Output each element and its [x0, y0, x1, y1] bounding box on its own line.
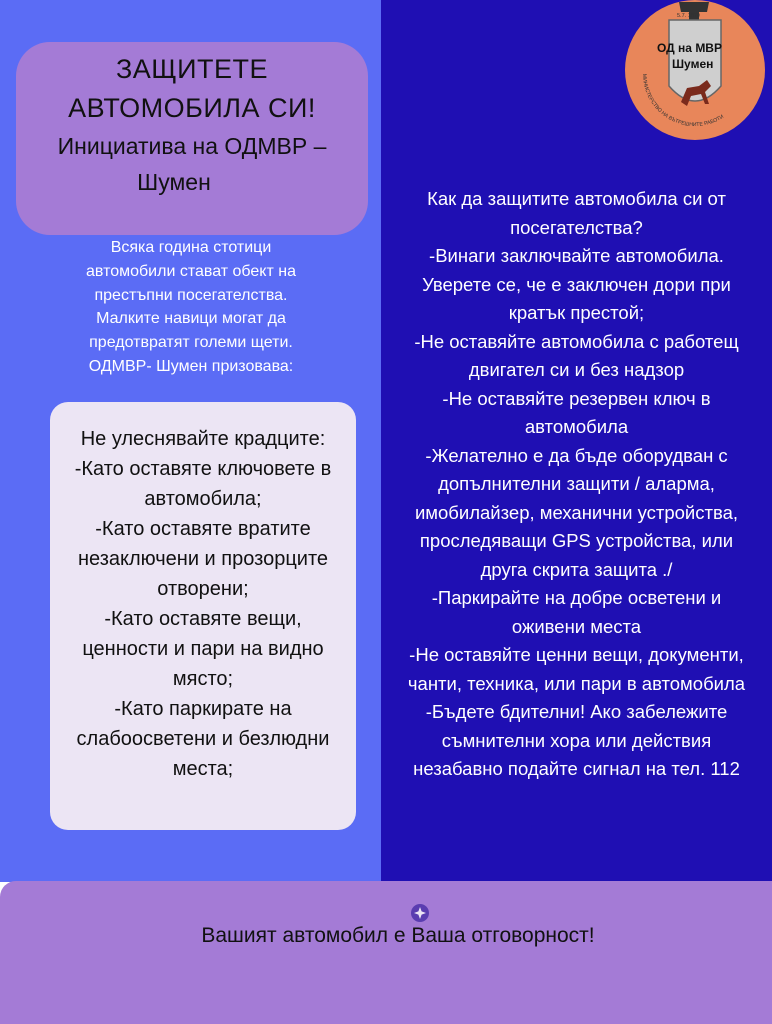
police-seal-logo: [617, 0, 772, 140]
intro-line: предотвратят големи щети.: [89, 334, 293, 352]
seal-text-line-1: ОД на МВР: [657, 41, 722, 55]
advice-line: -Желателно е да бъде оборудван с: [425, 444, 728, 466]
advice-line: автомобила: [524, 416, 629, 437]
title-box: [16, 42, 368, 235]
advice-line: -Паркирайте на добре осветени и: [431, 587, 722, 608]
tips-text: [50, 424, 356, 784]
intro-line: престъпни посегателства.: [94, 286, 288, 304]
tips-line: -Като паркирате на: [114, 698, 292, 720]
advice-line: кратък престой;: [508, 302, 645, 323]
advice-line: -Не оставяйте автомобила с работещ: [414, 330, 739, 352]
advice-line: оживени места: [511, 615, 642, 637]
tips-line: незаключени и прозорците: [78, 548, 328, 570]
tips-line: автомобила;: [144, 488, 262, 510]
advice-line: допълнителни защити / аларма,: [438, 473, 715, 494]
advice-line: проследяващи GPS устройства, или: [419, 530, 734, 551]
footer-banner: [0, 881, 772, 1024]
advice-line: двигател си и без надзор: [468, 359, 685, 380]
advice-line: -Не оставяйте ценни вещи, документи,: [409, 644, 744, 665]
advice-line: -Бъдете бдителни! Ако забележите: [425, 701, 728, 722]
tips-box: [50, 402, 356, 830]
subtitle-line-1: Инициатива на ОДМВР –: [57, 133, 327, 159]
seal-ring-text: МИНИСТЕРСТВО НА ВЪТРЕШНИТЕ РАБОТИ: [640, 73, 725, 129]
advice-line: съмнителни хора или действия: [441, 729, 712, 751]
advice-line: посегателства?: [510, 216, 643, 238]
tips-line: отворени;: [157, 578, 249, 600]
footer-slogan: Вашият автомобил е Ваша отговорност!: [201, 924, 595, 947]
seal-text-line-2: Шумен: [672, 57, 714, 71]
intro-paragraph: [40, 236, 342, 379]
intro-line: автомобили стават обект на: [86, 262, 296, 280]
advice-line: Уверете се, че е заключен дори при: [422, 273, 731, 295]
tips-line: място;: [172, 668, 234, 690]
title-line-1: ЗАЩИТЕТЕ: [115, 54, 269, 84]
tips-line: места;: [172, 758, 234, 780]
tips-line: -Като оставяте вратите: [95, 518, 311, 540]
tips-line: -Като оставяте вещи,: [104, 608, 302, 630]
title-line-2: АВТОМОБИЛА СИ!: [68, 93, 316, 123]
tips-line: Не улеснявайте крадците:: [80, 428, 326, 450]
advice-line: друга скрита защита ./: [480, 558, 673, 580]
advice-line: имобилайзер, механични устройства,: [414, 501, 739, 523]
advice-text: [381, 185, 772, 784]
advice-line: -Не оставяйте резервен ключ в: [442, 387, 711, 409]
seal-year: 5.7. 1879: [677, 13, 700, 19]
subtitle-line-2: Шумен: [137, 169, 211, 195]
advice-line: -Винаги заключвайте автомобила.: [429, 245, 724, 266]
tips-line: -Като оставяте ключовете в: [74, 458, 332, 480]
star-badge-icon: [410, 903, 430, 923]
intro-line: Всяка година стотици: [110, 239, 272, 256]
intro-line: Малките навици могат да: [96, 310, 286, 328]
intro-line: ОДМВР- Шумен призовава:: [88, 357, 294, 375]
advice-line: чанти, техника, или пари в автомобила: [407, 672, 746, 694]
advice-line: незабавно подайте сигнал на тел. 112: [413, 758, 740, 779]
advice-line: Как да защитите автомобила си от: [427, 188, 726, 209]
tips-line: слабоосветени и безлюдни: [76, 728, 330, 750]
tips-line: ценности и пари на видно: [82, 638, 324, 660]
